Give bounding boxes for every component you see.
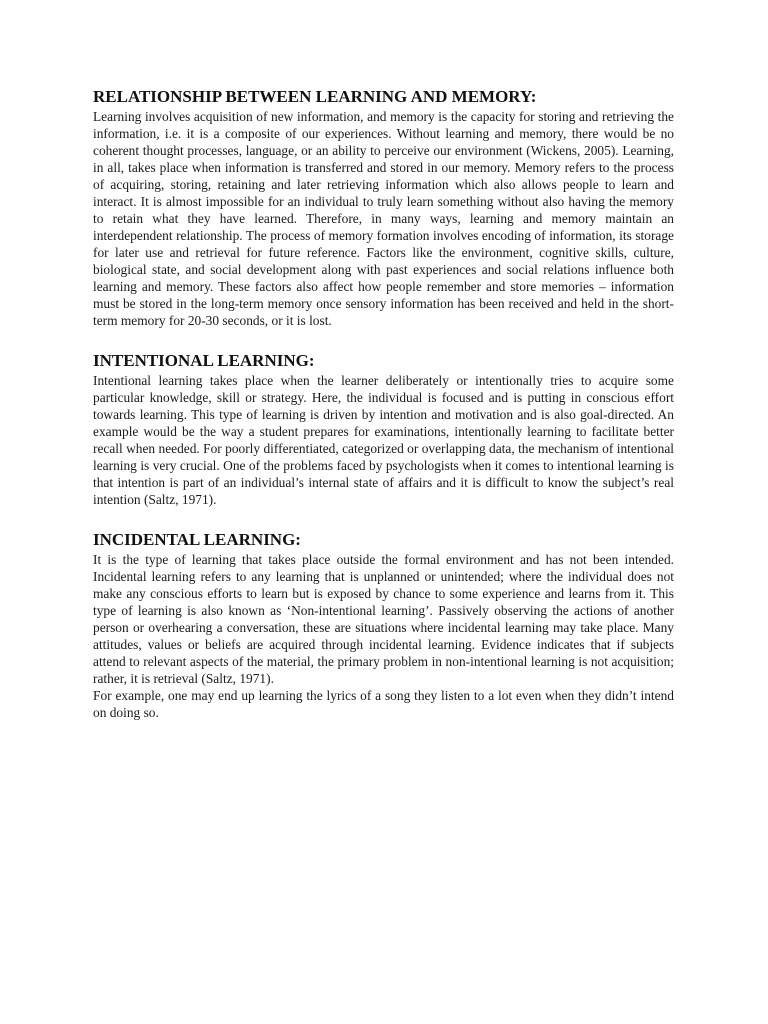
section-paragraph: Learning involves acquisition of new information, and memory is the capacity for storing and retrieving the information, i.e. it is a composite of our experiences. Without learning and memory, there would be no coherent thought processes, language, or an ability to perceive our environment (Wickens, 2005). Learning, in all, takes place when information is transferred and stored in our memory. Memory refers to the process of acquiring, storing, retaining and later retrieving information which also allows people to learn and interact. It is almost impossible for an individual to truly learn something without also having the memory to retain what they have learned. Therefore, in many ways, learning and memory maintain an interdependent relationship. The process of memory formation involves encoding of information, its storage for later use and retrieval for future reference. Factors like the environment, cognitive skills, culture, biological state, and social development along with past experiences and social relations influence both learning and memory. These factors also affect how people remember and store memories – information must be stored in the long-term memory once sensory information has been received and held in the short-term memory for 20-30 seconds, or it is lost.	[93, 109, 674, 328]
section-incidental-learning	[93, 529, 674, 721]
section-heading: INCIDENTAL LEARNING:	[93, 530, 301, 549]
document-body	[93, 86, 674, 721]
section-paragraph: It is the type of learning that takes place outside the formal environment and has not been intended. Incidental learning refers to any learning that is unplanned or unintended; where the individual does not make any conscious efforts to learn but is exposed by chance to some experience and learns from it. This type of learning is also known as ‘Non-intentional learning’. Passively observing the actions of another person or overhearing a conversation, these are situations where incidental learning may take place. Many attitudes, values or beliefs are acquired through incidental learning. Evidence indicates that if subjects attend to relevant aspects of the material, the primary problem in non-intentional learning is not acquisition; rather, it is retrieval (Saltz, 1971).	[93, 552, 674, 686]
section-paragraph: Intentional learning takes place when the learner deliberately or intentionally tries to acquire some particular knowledge, skill or strategy. Here, the individual is focused and is putting in conscious effort towards learning. This type of learning is driven by intention and motivation and is also goal-directed. An example would be the way a student prepares for examinations, intentionally learning to facilitate better recall when needed. For poorly differentiated, categorized or overlapping data, the mechanism of intentional learning is very crucial. One of the problems faced by psychologists when it comes to intentional learning is that intention is part of an individual’s internal state of affairs and it is difficult to know the subject’s real intention (Saltz, 1971).	[93, 373, 674, 507]
section-heading: RELATIONSHIP BETWEEN LEARNING AND MEMORY:	[93, 87, 537, 106]
section-intentional-learning	[93, 350, 674, 508]
section-learning-memory	[93, 86, 674, 329]
section-heading: INTENTIONAL LEARNING:	[93, 351, 315, 370]
section-paragraph-example: For example, one may end up learning the lyrics of a song they listen to a lot even when they didn’t intend on doing so.	[93, 688, 674, 720]
